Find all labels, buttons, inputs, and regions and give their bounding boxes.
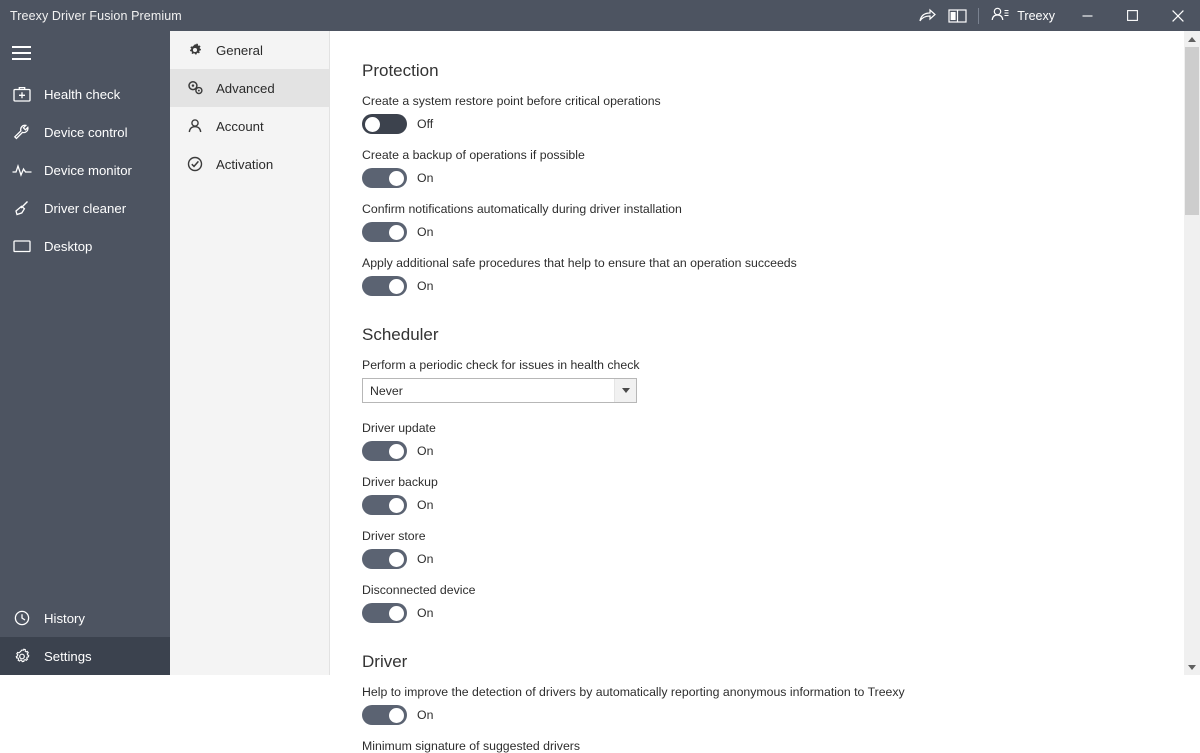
sidebar-item-label: History xyxy=(44,610,86,626)
sidebar-item-health-check[interactable] xyxy=(0,75,170,113)
toggle-driver-store[interactable] xyxy=(362,549,407,569)
sidebar-item-label: Device control xyxy=(44,124,128,140)
gears-icon xyxy=(186,80,204,96)
settings-subnav xyxy=(170,31,330,675)
tab-label: General xyxy=(216,42,263,58)
window-title: Treexy Driver Fusion Premium xyxy=(10,8,182,23)
sidebar-spacer xyxy=(0,265,170,599)
gear-icon xyxy=(186,42,204,58)
person-icon xyxy=(186,118,204,134)
periodic-check-dropdown[interactable] xyxy=(362,378,637,403)
vertical-scrollbar[interactable] xyxy=(1184,31,1200,675)
title-bar xyxy=(0,0,1200,31)
toggle-state: On xyxy=(417,225,434,239)
check-seal-icon xyxy=(186,156,204,172)
tab-advanced[interactable] xyxy=(170,69,329,107)
sidebar-item-label: Device monitor xyxy=(44,162,132,178)
tab-activation[interactable] xyxy=(170,145,329,183)
toggle-state: On xyxy=(417,606,434,620)
option-label: Driver update xyxy=(362,421,436,435)
scrollbar-thumb[interactable] xyxy=(1185,47,1199,215)
section-heading-driver: Driver xyxy=(362,652,408,671)
broom-icon xyxy=(12,200,31,216)
chevron-down-icon[interactable] xyxy=(614,379,636,402)
toggle-driver-backup-row xyxy=(362,495,1176,515)
scroll-down-arrow-icon[interactable] xyxy=(1184,659,1200,675)
toggle-state: On xyxy=(417,498,434,512)
toggle-confirm-notifications[interactable] xyxy=(362,222,407,242)
minimize-button[interactable] xyxy=(1065,0,1110,31)
toggle-state: On xyxy=(417,552,434,566)
health-check-icon xyxy=(12,86,31,102)
option-label: Driver backup xyxy=(362,475,438,489)
sidebar-item-settings[interactable] xyxy=(0,637,170,675)
toggle-anonymous-reporting[interactable] xyxy=(362,705,407,725)
toggle-backup-operations[interactable] xyxy=(362,168,407,188)
toggle-driver-backup[interactable] xyxy=(362,495,407,515)
account-icon xyxy=(991,7,1010,24)
toggle-state: On xyxy=(417,444,434,458)
option-label: Confirm notifications automatically during driver installation xyxy=(362,202,682,216)
toggle-state: On xyxy=(417,279,434,293)
periodic-check-value: Never xyxy=(370,383,403,398)
option-label: Disconnected device xyxy=(362,583,476,597)
toggle-safe-procedures-row xyxy=(362,276,1176,296)
section-heading-protection: Protection xyxy=(362,61,439,80)
sidebar-item-device-control[interactable] xyxy=(0,113,170,151)
option-label: Create a backup of operations if possible xyxy=(362,148,585,162)
toggle-driver-store-row xyxy=(362,549,1176,569)
toggle-driver-update-row xyxy=(362,441,1176,461)
monitor-icon xyxy=(12,239,31,254)
sidebar-item-label: Settings xyxy=(44,648,92,664)
titlebar-separator xyxy=(978,8,979,24)
scroll-up-arrow-icon[interactable] xyxy=(1184,31,1200,47)
sidebar-item-history[interactable] xyxy=(0,599,170,637)
sidebar-item-label: Health check xyxy=(44,86,121,102)
share-arrow-icon[interactable] xyxy=(912,0,942,31)
sidebar-item-driver-cleaner[interactable] xyxy=(0,189,170,227)
toggle-backup-operations-row xyxy=(362,168,1176,188)
option-label: Apply additional safe procedures that help to ensure that an operation succeeds xyxy=(362,256,797,270)
sidebar xyxy=(0,31,170,675)
toggle-disconnected-device[interactable] xyxy=(362,603,407,623)
hamburger-icon[interactable] xyxy=(0,31,170,75)
tab-label: Advanced xyxy=(216,80,275,96)
wrench-icon xyxy=(12,124,31,140)
toggle-disconnected-device-row xyxy=(362,603,1176,623)
scrollbar-track[interactable] xyxy=(1184,47,1200,659)
option-label: Create a system restore point before critical operations xyxy=(362,94,661,108)
minimum-signature-label: Minimum signature of suggested drivers xyxy=(362,739,581,753)
toggle-anonymous-reporting-row xyxy=(362,705,1176,725)
toggle-restore-point-row xyxy=(362,114,1176,134)
tab-label: Activation xyxy=(216,156,274,172)
account-button[interactable] xyxy=(985,0,1065,31)
history-icon xyxy=(12,610,31,626)
option-label: Driver store xyxy=(362,529,426,543)
toggle-confirm-notifications-row xyxy=(362,222,1176,242)
toggle-state: Off xyxy=(417,117,434,131)
sidebar-item-label: Desktop xyxy=(44,238,93,254)
toggle-restore-point[interactable] xyxy=(362,114,407,134)
tab-account[interactable] xyxy=(170,107,329,145)
tab-label: Account xyxy=(216,118,264,134)
sidebar-item-device-monitor[interactable] xyxy=(0,151,170,189)
settings-content xyxy=(330,31,1200,753)
window-body xyxy=(0,31,1200,753)
tab-general[interactable] xyxy=(170,31,329,69)
close-button[interactable] xyxy=(1155,0,1200,31)
account-name: Treexy xyxy=(1017,8,1055,23)
periodic-check-label: Perform a periodic check for issues in health check xyxy=(362,358,640,372)
advanced-settings-panel xyxy=(330,31,1200,753)
book-icon[interactable] xyxy=(942,0,972,31)
sidebar-item-desktop[interactable] xyxy=(0,227,170,265)
toggle-safe-procedures[interactable] xyxy=(362,276,407,296)
option-label: Help to improve the detection of drivers by automatically reporting anonymous information to Treexy xyxy=(362,685,905,699)
gear-icon xyxy=(12,648,31,665)
toggle-state: On xyxy=(417,171,434,185)
section-heading-scheduler: Scheduler xyxy=(362,325,439,344)
pulse-icon xyxy=(12,163,31,177)
toggle-state: On xyxy=(417,708,434,722)
sidebar-item-label: Driver cleaner xyxy=(44,200,127,216)
maximize-button[interactable] xyxy=(1110,0,1155,31)
toggle-driver-update[interactable] xyxy=(362,441,407,461)
